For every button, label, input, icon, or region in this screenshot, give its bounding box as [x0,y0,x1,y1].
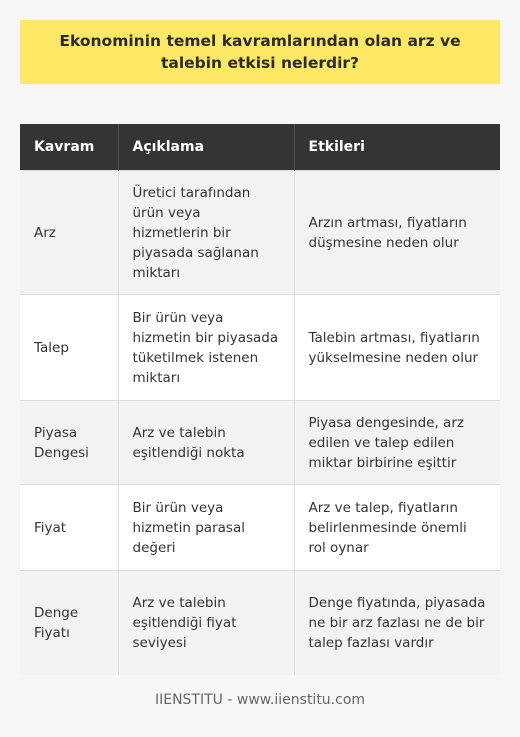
title-banner [20,20,500,84]
table-row [20,485,500,571]
header-kavram: Kavram [20,124,118,171]
cell-kavram: Fiyat [20,485,118,571]
table-header-row [20,124,500,171]
cell-kavram: Talep [20,295,118,401]
table-row [20,401,500,485]
cell-etkileri: Piyasa dengesinde, arz edilen ve talep edilen miktar birbirine eşittir [294,401,500,485]
cell-aciklama: Arz ve talebin eşitlendiği fiyat seviyesi [118,571,294,675]
header-aciklama: Açıklama [118,124,294,171]
table-row [20,295,500,401]
table-row [20,571,500,675]
page-title: Ekonominin temel kavramlarından olan arz ve talebin etkisi nelerdir? [59,32,461,72]
concepts-table [20,124,500,675]
header-etkileri: Etkileri [294,124,500,171]
cell-etkileri: Arzın artması, fiyatların düşmesine neden olur [294,171,500,295]
cell-aciklama: Bir ürün veya hizmetin parasal değeri [118,485,294,571]
cell-kavram: Piyasa Dengesi [20,401,118,485]
cell-etkileri: Talebin artması, fiyatların yükselmesine neden olur [294,295,500,401]
cell-kavram: Arz [20,171,118,295]
cell-kavram: Denge Fiyatı [20,571,118,675]
footer-credit: IIENSTITU - www.iienstitu.com [154,692,366,708]
cell-aciklama: Üretici tarafından ürün veya hizmetlerin bir piyasada sağlanan miktarı [118,171,294,295]
cell-aciklama: Arz ve talebin eşitlendiği nokta [118,401,294,485]
cell-etkileri: Arz ve talep, fiyatların belirlenmesinde önemli rol oynar [294,485,500,571]
cell-etkileri: Denge fiyatında, piyasada ne bir arz fazlası ne de bir talep fazlası vardır [294,571,500,675]
table-row [20,171,500,295]
cell-aciklama: Bir ürün veya hizmetin bir piyasada tüketilmek istenen miktarı [118,295,294,401]
